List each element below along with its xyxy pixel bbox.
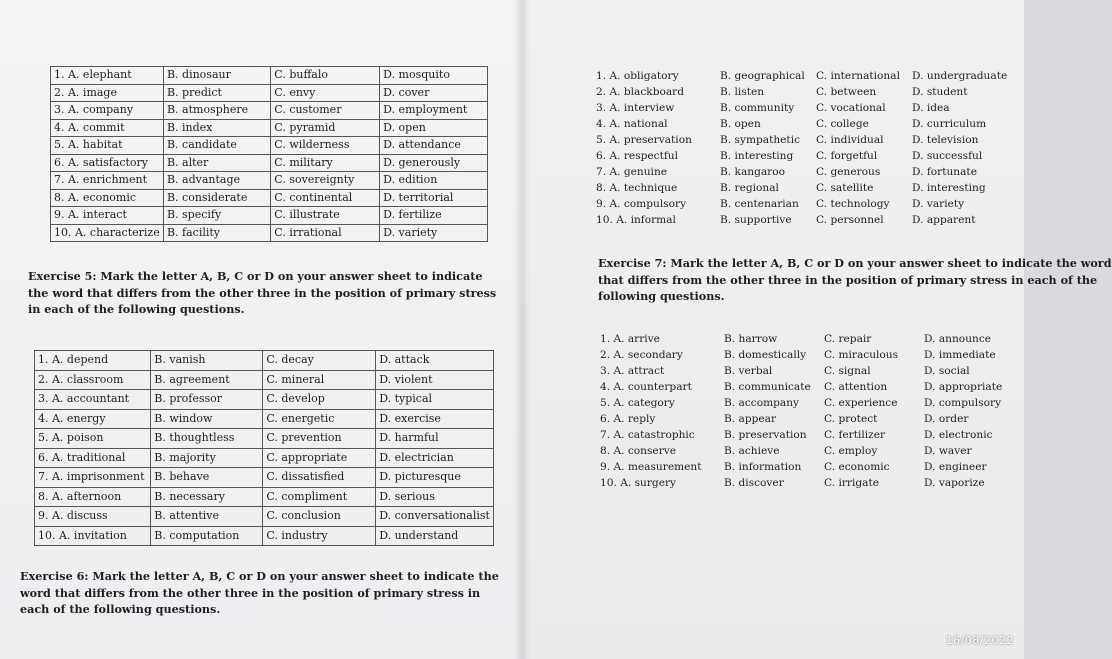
option-text: B. regional (720, 182, 779, 194)
option-text: 2. A. secondary (600, 349, 683, 361)
stress-table-2 (34, 350, 494, 546)
option-text: D. engineer (924, 461, 987, 473)
left-page (0, 0, 522, 659)
option-text: B. appear (724, 413, 777, 425)
option-text: D. television (912, 134, 979, 146)
exercise-6-instruction: Exercise 6: Mark the letter A, B, C or D on your answer sheet to indicate the word that differs from the other three in the position of primary stress in each of the following questions. (20, 569, 499, 616)
list-item (600, 427, 1024, 443)
option-cell: D. serious (376, 487, 494, 507)
option-cell: C. dissatisfied (263, 468, 376, 488)
option-text: D. idea (912, 102, 950, 114)
list-item (596, 100, 1022, 116)
option-cell: C. develop (263, 390, 376, 410)
option-text: 8. A. technique (596, 182, 678, 194)
exercise-7-line-1: Exercise 7: Mark the letter A, B, C or D on your answer sheet to indicate the word (598, 256, 1112, 270)
option-text: C. miraculous (824, 349, 899, 361)
option-cell: C. decay (263, 351, 376, 371)
option-cell: D. variety (380, 224, 488, 242)
option-cell: B. agreement (151, 370, 263, 390)
option-text: B. sympathetic (720, 134, 801, 146)
list-item (600, 347, 1024, 363)
option-cell: B. thoughtless (151, 429, 263, 449)
option-text: D. student (912, 86, 968, 98)
option-cell: C. illustrate (271, 207, 380, 225)
option-text: C. generous (816, 166, 881, 178)
option-text: B. interesting (720, 150, 794, 162)
option-text: B. community (720, 102, 795, 114)
option-text: D. fortunate (912, 166, 977, 178)
option-text: B. discover (724, 477, 784, 489)
option-cell: D. typical (376, 390, 494, 410)
exercise-7-line-2: that differs from the other three in the position of primary stress in each of the (598, 272, 1098, 287)
option-text: C. protect (824, 413, 878, 425)
option-cell: D. mosquito (380, 67, 488, 85)
option-cell: D. exercise (376, 409, 494, 429)
option-text: B. verbal (724, 365, 773, 377)
list-item (600, 411, 1024, 427)
option-cell: C. irrational (271, 224, 380, 242)
option-text: D. vaporize (924, 477, 985, 489)
option-cell: C. buffalo (271, 67, 380, 85)
option-cell: B. facility (163, 224, 270, 242)
option-text: B. accompany (724, 397, 800, 409)
option-cell: C. envy (271, 84, 380, 102)
option-cell: B. index (163, 119, 270, 137)
table-row (51, 67, 488, 85)
option-text: B. domestically (724, 349, 807, 361)
table-row (35, 448, 494, 468)
exercise-7-instruction (598, 255, 1112, 305)
option-cell: D. cover (380, 84, 488, 102)
option-text: D. variety (912, 198, 965, 210)
option-cell: 9. A. discuss (35, 507, 151, 527)
option-cell: D. attendance (380, 137, 488, 155)
option-text: 6. A. reply (600, 413, 656, 425)
option-cell: B. advantage (163, 172, 270, 190)
option-cell: D. violent (376, 370, 494, 390)
option-text: D. social (924, 365, 970, 377)
option-text: 9. A. measurement (600, 461, 702, 473)
list-item (596, 148, 1022, 164)
option-cell: C. energetic (263, 409, 376, 429)
table-row (51, 224, 488, 242)
list-item (600, 459, 1024, 475)
option-text: 10. A. surgery (600, 477, 677, 489)
stress-table-1 (50, 66, 488, 242)
table-row (51, 137, 488, 155)
option-text: C. employ (824, 445, 878, 457)
option-cell: C. industry (263, 526, 376, 546)
option-text: D. interesting (912, 182, 986, 194)
option-cell: 6. A. satisfactory (51, 154, 164, 172)
list-item (600, 475, 1024, 491)
option-cell: C. military (271, 154, 380, 172)
option-cell: B. specify (163, 207, 270, 225)
option-cell: D. territorial (380, 189, 488, 207)
option-cell: C. prevention (263, 429, 376, 449)
list-item (600, 395, 1024, 411)
option-cell: D. electrician (376, 448, 494, 468)
table-row (35, 507, 494, 527)
option-cell: 1. A. elephant (51, 67, 164, 85)
table-row (35, 429, 494, 449)
exercise-7-line-3: following questions. (598, 289, 725, 303)
option-text: C. technology (816, 198, 890, 210)
option-text: 1. A. arrive (600, 333, 660, 345)
option-cell: C. compliment (263, 487, 376, 507)
option-text: D. order (924, 413, 969, 425)
date-stamp: 16/08/2022 (945, 634, 1014, 647)
list-item (600, 443, 1024, 459)
table-row (51, 102, 488, 120)
option-text: 9. A. compulsory (596, 198, 687, 210)
table-row (51, 119, 488, 137)
option-cell: B. vanish (151, 351, 263, 371)
option-cell: 7. A. enrichment (51, 172, 164, 190)
option-cell: B. candidate (163, 137, 270, 155)
option-cell: B. necessary (151, 487, 263, 507)
option-cell: B. attentive (151, 507, 263, 527)
option-cell: D. understand (376, 526, 494, 546)
option-text: B. kangaroo (720, 166, 785, 178)
option-text: 10. A. informal (596, 214, 676, 226)
option-cell: B. dinosaur (163, 67, 270, 85)
option-cell: D. conversationalist (376, 507, 494, 527)
option-text: 7. A. catastrophic (600, 429, 695, 441)
option-text: B. geographical (720, 70, 805, 82)
option-cell: 3. A. company (51, 102, 164, 120)
option-text: B. open (720, 118, 761, 130)
option-cell: B. predict (163, 84, 270, 102)
option-text: 3. A. attract (600, 365, 665, 377)
option-cell: 6. A. traditional (35, 448, 151, 468)
option-cell: 7. A. imprisonment (35, 468, 151, 488)
option-text: B. information (724, 461, 802, 473)
option-cell: D. generously (380, 154, 488, 172)
option-text: 7. A. genuine (596, 166, 668, 178)
list-item (600, 331, 1024, 347)
option-text: D. undergraduate (912, 70, 1008, 82)
option-cell: 2. A. classroom (35, 370, 151, 390)
list-item (596, 212, 1022, 228)
option-text: C. attention (824, 381, 888, 393)
option-text: C. forgetful (816, 150, 878, 162)
option-cell: B. window (151, 409, 263, 429)
exercise-5-instruction: Exercise 5: Mark the letter A, B, C or D on your answer sheet to indicate the word that differs from the other three in the position of primary stress in each of the following questions. (28, 269, 497, 316)
option-cell: C. pyramid (271, 119, 380, 137)
option-text: 2. A. blackboard (596, 86, 685, 98)
option-text: C. satellite (816, 182, 874, 194)
option-cell: B. alter (163, 154, 270, 172)
option-cell: D. attack (376, 351, 494, 371)
table-row (51, 207, 488, 225)
option-text: C. experience (824, 397, 898, 409)
option-text: 5. A. category (600, 397, 675, 409)
option-cell: B. computation (151, 526, 263, 546)
table-row (51, 172, 488, 190)
option-cell: B. atmosphere (163, 102, 270, 120)
option-text: D. curriculum (912, 118, 987, 130)
option-cell: 8. A. economic (51, 189, 164, 207)
table-row (51, 154, 488, 172)
option-text: 5. A. preservation (596, 134, 692, 146)
option-cell: B. majority (151, 448, 263, 468)
list-item (596, 196, 1022, 212)
option-text: 6. A. respectful (596, 150, 679, 162)
option-text: D. electronic (924, 429, 993, 441)
table-row (51, 84, 488, 102)
table-row (35, 487, 494, 507)
list-item (600, 379, 1024, 395)
table-row (51, 189, 488, 207)
option-text: 1. A. obligatory (596, 70, 679, 82)
option-text: D. successful (912, 150, 983, 162)
option-text: 8. A. conserve (600, 445, 677, 457)
option-text: D. apparent (912, 214, 976, 226)
option-text: D. waver (924, 445, 972, 457)
option-text: C. repair (824, 333, 872, 345)
option-text: D. announce (924, 333, 992, 345)
option-cell: 5. A. poison (35, 429, 151, 449)
option-text: C. economic (824, 461, 890, 473)
option-text: C. irrigate (824, 477, 879, 489)
option-text: B. listen (720, 86, 765, 98)
exercise-6-list (596, 68, 1022, 228)
option-cell: 5. A. habitat (51, 137, 164, 155)
option-text: C. fertilizer (824, 429, 886, 441)
option-cell: 10. A. characterize (51, 224, 164, 242)
table-row (35, 526, 494, 546)
option-cell: 2. A. image (51, 84, 164, 102)
option-text: C. international (816, 70, 900, 82)
option-text: D. appropriate (924, 381, 1003, 393)
option-cell: 9. A. interact (51, 207, 164, 225)
option-cell: 8. A. afternoon (35, 487, 151, 507)
option-text: C. college (816, 118, 869, 130)
option-text: 4. A. national (596, 118, 668, 130)
list-item (596, 132, 1022, 148)
option-text: B. harrow (724, 333, 778, 345)
option-cell: B. professor (151, 390, 263, 410)
option-text: C. vocational (816, 102, 886, 114)
option-cell: 4. A. commit (51, 119, 164, 137)
option-cell: 3. A. accountant (35, 390, 151, 410)
option-cell: C. wilderness (271, 137, 380, 155)
option-cell: D. open (380, 119, 488, 137)
list-item (596, 180, 1022, 196)
option-text: C. signal (824, 365, 871, 377)
option-cell: D. edition (380, 172, 488, 190)
option-text: B. supportive (720, 214, 792, 226)
option-text: 3. A. interview (596, 102, 675, 114)
option-text: C. personnel (816, 214, 884, 226)
option-cell: D. fertilize (380, 207, 488, 225)
option-cell: D. harmful (376, 429, 494, 449)
table-row (35, 409, 494, 429)
table-row (35, 351, 494, 371)
list-item (600, 363, 1024, 379)
option-text: B. centenarian (720, 198, 799, 210)
option-cell: 4. A. energy (35, 409, 151, 429)
option-cell: B. considerate (163, 189, 270, 207)
option-text: C. between (816, 86, 877, 98)
option-text: B. preservation (724, 429, 807, 441)
option-cell: C. customer (271, 102, 380, 120)
option-cell: D. picturesque (376, 468, 494, 488)
option-text: D. compulsory (924, 397, 1002, 409)
option-cell: C. conclusion (263, 507, 376, 527)
option-cell: B. behave (151, 468, 263, 488)
option-text: B. achieve (724, 445, 780, 457)
option-text: B. communicate (724, 381, 811, 393)
option-cell: C. sovereignty (271, 172, 380, 190)
option-text: D. immediate (924, 349, 996, 361)
option-cell: C. appropriate (263, 448, 376, 468)
option-text: C. individual (816, 134, 884, 146)
book-gutter (514, 0, 530, 659)
option-text: 4. A. counterpart (600, 381, 692, 393)
table-row (35, 390, 494, 410)
option-cell: C. continental (271, 189, 380, 207)
option-cell: D. employment (380, 102, 488, 120)
list-item (596, 116, 1022, 132)
option-cell: 1. A. depend (35, 351, 151, 371)
option-cell: C. mineral (263, 370, 376, 390)
option-cell: 10. A. invitation (35, 526, 151, 546)
table-row (35, 468, 494, 488)
list-item (596, 164, 1022, 180)
list-item (596, 68, 1022, 84)
list-item (596, 84, 1022, 100)
table-row (35, 370, 494, 390)
exercise-7-list (600, 331, 1024, 491)
